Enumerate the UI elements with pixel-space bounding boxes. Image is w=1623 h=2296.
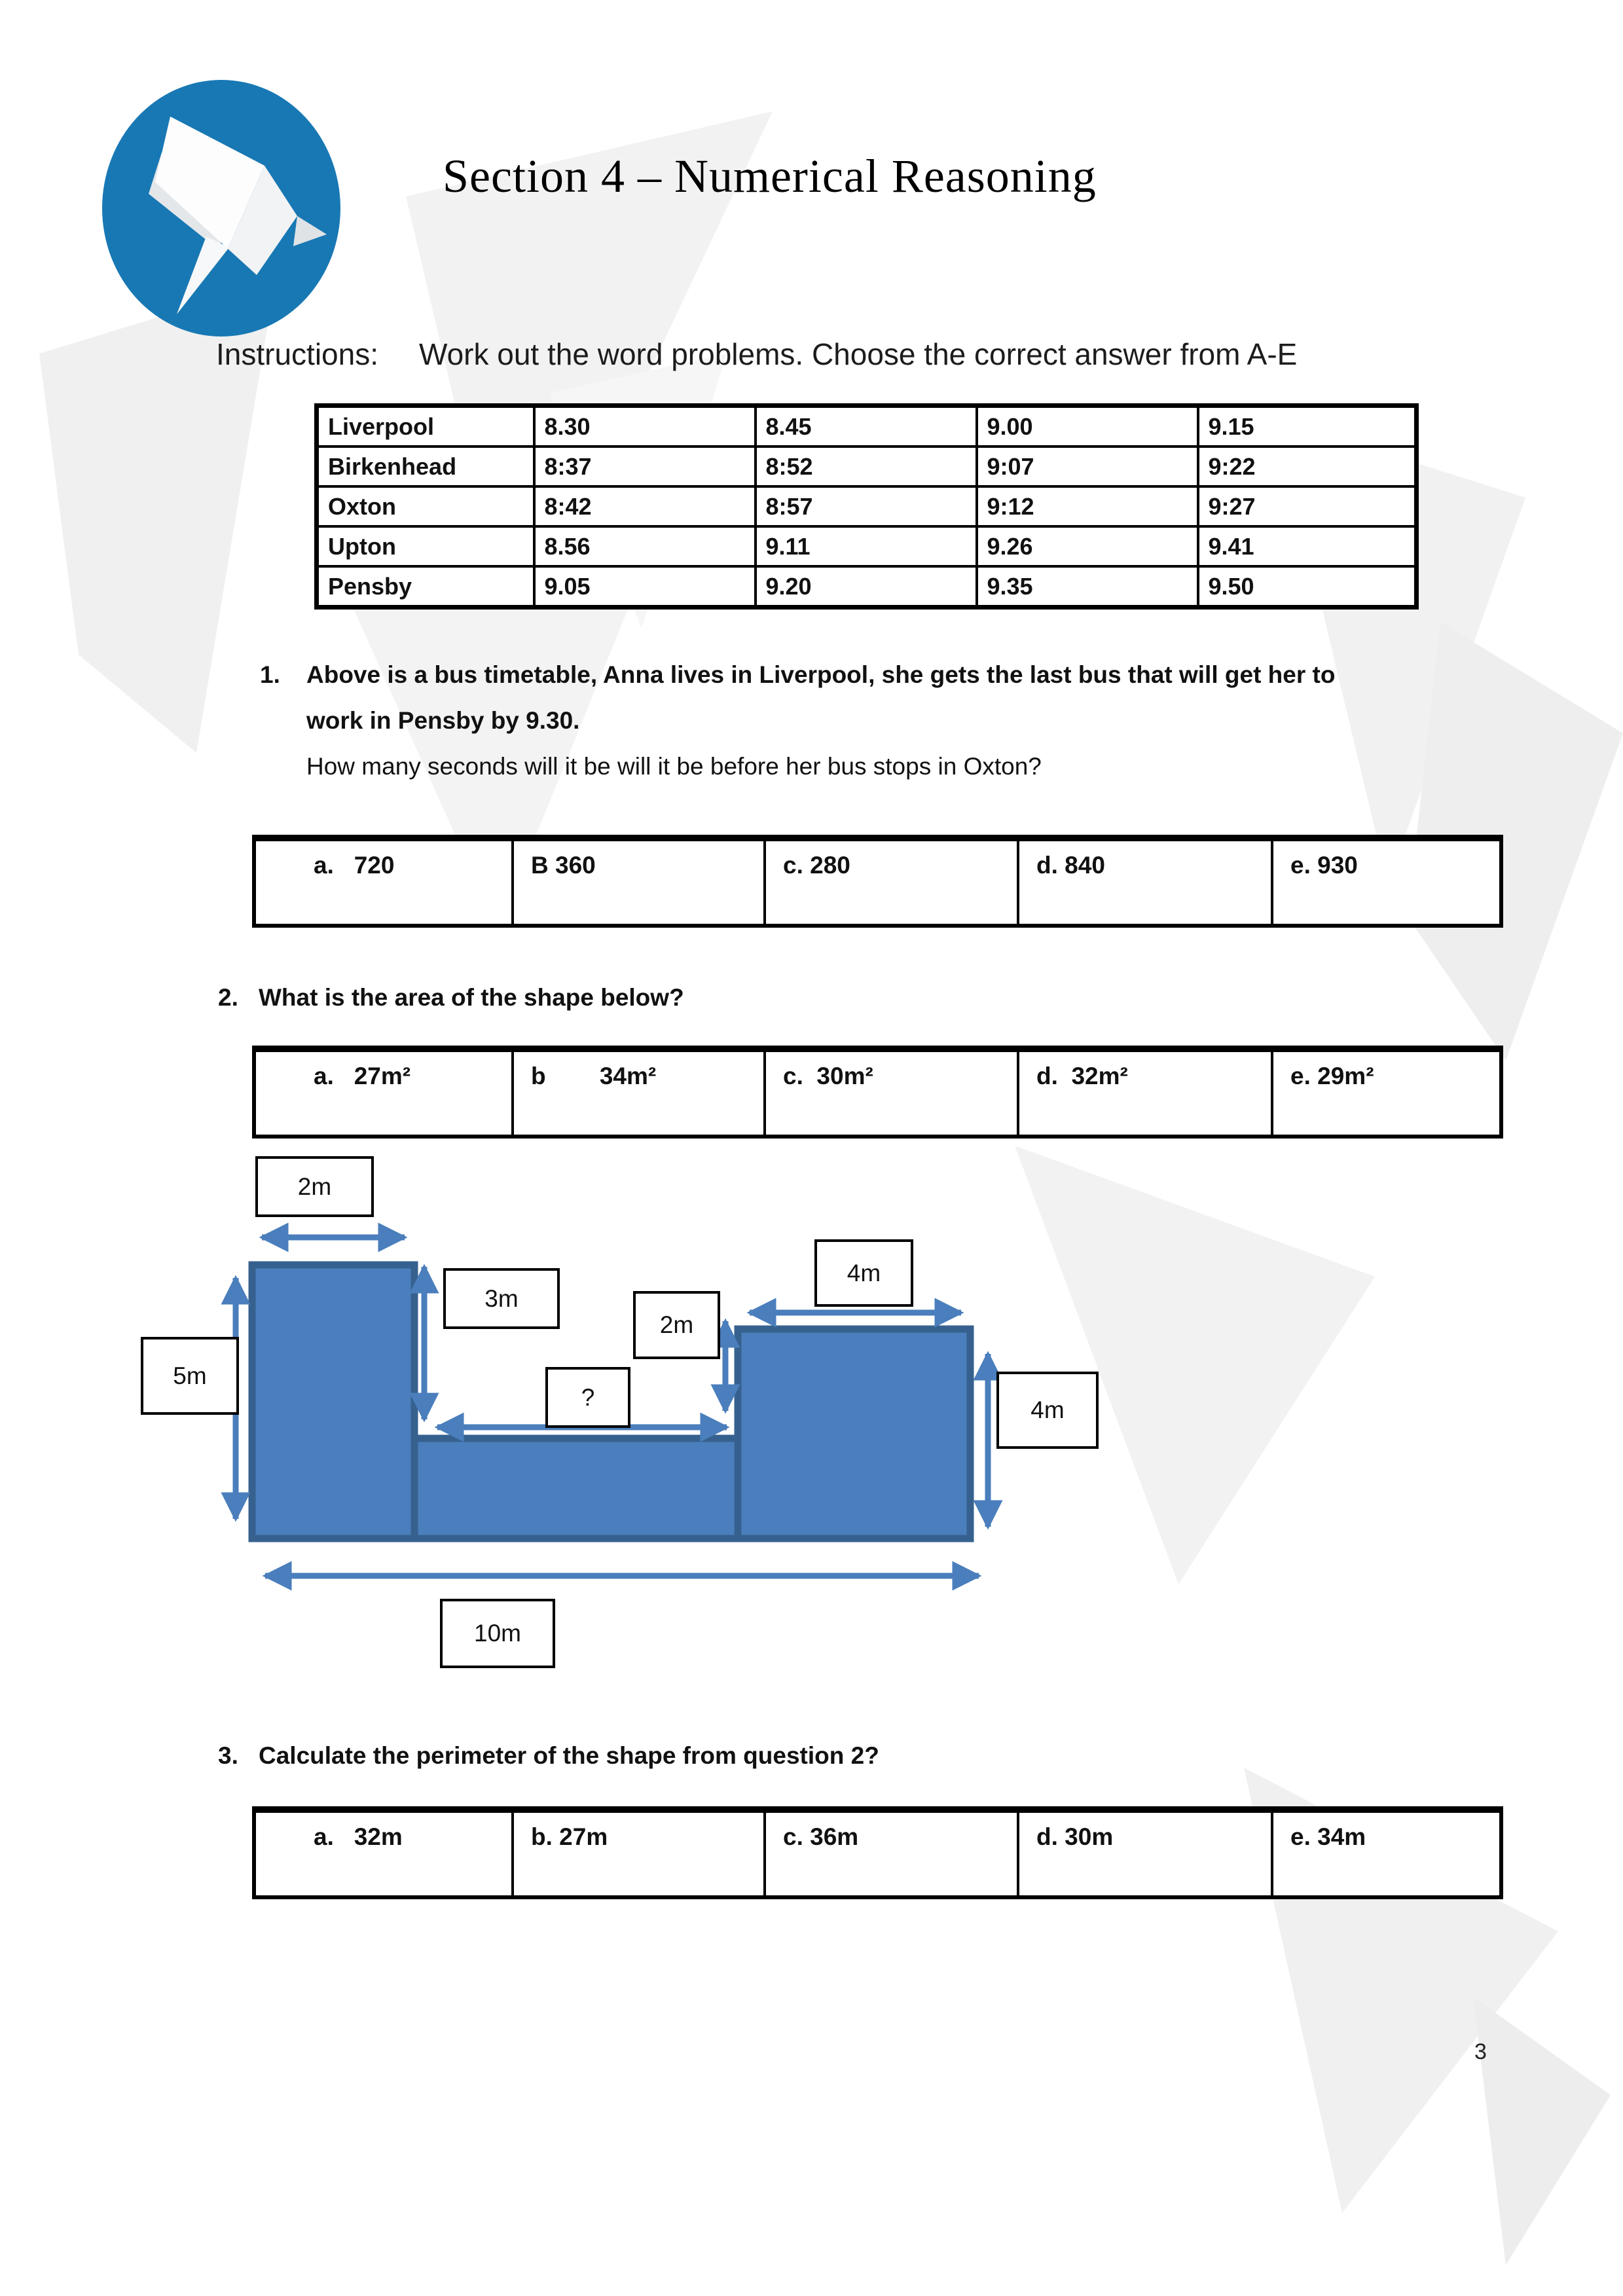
timetable-row xyxy=(317,526,1417,566)
option-cell-d: d. 30m xyxy=(1018,1810,1272,1897)
instructions-text: Work out the word problems. Choose the correct answer from A-E xyxy=(419,337,1298,371)
origami-bird-logo xyxy=(100,77,343,340)
stop-name-cell: Pensby xyxy=(317,566,534,608)
time-cell: 8:42 xyxy=(534,486,756,526)
question-1-options-table xyxy=(252,835,1503,928)
stop-name-cell: Upton xyxy=(317,526,534,566)
time-cell: 9.11 xyxy=(756,526,977,566)
time-cell: 9.50 xyxy=(1198,566,1417,608)
timetable-row xyxy=(317,446,1417,486)
left-rectangle xyxy=(252,1265,414,1539)
time-cell: 9.05 xyxy=(534,566,756,608)
dimension-label-right-height: 4m xyxy=(996,1372,1099,1449)
option-cell-b: b. 27m xyxy=(513,1810,765,1897)
options-row xyxy=(254,1049,1501,1137)
option-cell-e: e. 930 xyxy=(1272,838,1501,926)
instructions-label: Instructions: xyxy=(216,337,378,371)
time-cell: 9.41 xyxy=(1198,526,1417,566)
option-cell-c: c. 280 xyxy=(765,838,1018,926)
question-3-number: 3. xyxy=(218,1742,238,1769)
time-cell: 8:57 xyxy=(756,486,977,526)
dimension-label-total-width: 10m xyxy=(440,1599,555,1668)
question-3-text: Calculate the perimeter of the shape from question 2? xyxy=(259,1742,879,1769)
question-2-options-table xyxy=(252,1046,1503,1139)
option-cell-a: a. 720 xyxy=(254,838,513,926)
option-cell-d: d. 840 xyxy=(1018,838,1272,926)
shape-diagram xyxy=(131,1152,1152,1683)
options-row xyxy=(254,838,1501,926)
dimension-label-inner-height: 3m xyxy=(443,1268,560,1329)
dimension-label-top-width: 2m xyxy=(255,1156,374,1217)
time-cell: 9.35 xyxy=(977,566,1198,608)
option-cell-a: a. 32m xyxy=(254,1810,513,1897)
stop-name-cell: Oxton xyxy=(317,486,534,526)
time-cell: 9:07 xyxy=(977,446,1198,486)
dimension-label-right-width: 4m xyxy=(814,1239,913,1307)
time-cell: 9:27 xyxy=(1198,486,1417,526)
dimension-label-step-height: 2m xyxy=(633,1291,720,1359)
time-cell: 8.45 xyxy=(756,406,977,447)
question-2-number: 2. xyxy=(218,984,238,1011)
option-cell-e: e. 29m² xyxy=(1272,1049,1501,1137)
time-cell: 9.00 xyxy=(977,406,1198,447)
page-number: 3 xyxy=(1474,2039,1487,2064)
time-cell: 8.56 xyxy=(534,526,756,566)
question-1-line-2: work in Pensby by 9.30. xyxy=(306,707,580,734)
time-cell: 9.15 xyxy=(1198,406,1417,447)
question-3-options-table xyxy=(252,1806,1503,1899)
time-cell: 8.30 xyxy=(534,406,756,447)
time-cell: 9.20 xyxy=(756,566,977,608)
option-cell-c: c. 30m² xyxy=(765,1049,1018,1137)
time-cell: 8:37 xyxy=(534,446,756,486)
middle-rectangle xyxy=(414,1438,738,1539)
question-1-line-3: How many seconds will it be will it be before her bus stops in Oxton? xyxy=(306,753,1042,780)
time-cell: 8:52 xyxy=(756,446,977,486)
timetable-row xyxy=(317,566,1417,608)
page-title: Section 4 – Numerical Reasoning xyxy=(443,150,1097,202)
dimension-label-left-height: 5m xyxy=(141,1337,239,1415)
option-cell-b: B 360 xyxy=(513,838,765,926)
dimension-label-unknown: ? xyxy=(545,1367,630,1428)
right-rectangle xyxy=(738,1329,970,1539)
question-1-number: 1. xyxy=(260,661,280,688)
question-1-line-1: Above is a bus timetable, Anna lives in Liverpool, she gets the last bus that will get her to xyxy=(306,661,1336,688)
question-2-text: What is the area of the shape below? xyxy=(259,984,684,1011)
option-cell-a: a. 27m² xyxy=(254,1049,513,1137)
option-cell-e: e. 34m xyxy=(1272,1810,1501,1897)
timetable-row xyxy=(317,486,1417,526)
option-cell-d: d. 32m² xyxy=(1018,1049,1272,1137)
timetable-row xyxy=(317,406,1417,447)
time-cell: 9:22 xyxy=(1198,446,1417,486)
options-row xyxy=(254,1810,1501,1897)
instructions-line xyxy=(216,337,1297,372)
time-cell: 9:12 xyxy=(977,486,1198,526)
stop-name-cell: Liverpool xyxy=(317,406,534,447)
time-cell: 9.26 xyxy=(977,526,1198,566)
stop-name-cell: Birkenhead xyxy=(317,446,534,486)
option-cell-c: c. 36m xyxy=(765,1810,1018,1897)
option-cell-b: b 34m² xyxy=(513,1049,765,1137)
bus-timetable xyxy=(314,403,1419,610)
